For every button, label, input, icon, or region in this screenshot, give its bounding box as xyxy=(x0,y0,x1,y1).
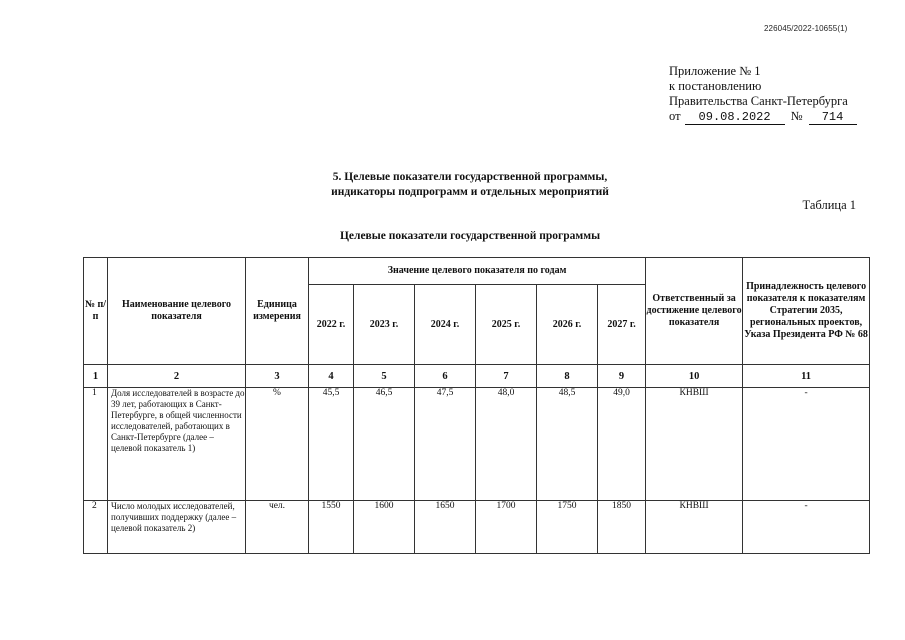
header-year: 2026 г. xyxy=(537,285,598,365)
column-number: 7 xyxy=(476,365,537,388)
value-cell: 1550 xyxy=(309,501,354,554)
value-cell: 46,5 xyxy=(354,388,415,501)
header-year: 2023 г. xyxy=(354,285,415,365)
value-cell: 45,5 xyxy=(309,388,354,501)
header-belonging: Принадлежность целевого показателя к показателям Стратегии 2035, региональных проектов, Указа Президента РФ № 68 xyxy=(743,258,870,365)
section-title-line-2: индикаторы подпрограмм и отдельных мероприятий xyxy=(331,186,609,198)
column-number: 3 xyxy=(246,365,309,388)
column-number: 6 xyxy=(415,365,476,388)
header-year: 2022 г. xyxy=(309,285,354,365)
table-row xyxy=(84,388,870,501)
section-title-line-1: 5. Целевые показатели государственной программы, xyxy=(332,171,608,183)
appendix-line-3: Правительства Санкт-Петербурга xyxy=(669,94,848,108)
header-year: 2024 г. xyxy=(415,285,476,365)
indicator-name: Доля исследователей в возрасте до 39 лет, работающих в Санкт-Петербурге, в общей численности исследователей, работающих в Санкт-Петербурге (далее – целевой показатель 1) xyxy=(108,388,246,501)
header-values-group: Значение целевого показателя по годам xyxy=(309,258,646,285)
value-cell: 1850 xyxy=(598,501,646,554)
indicator-name: Число молодых исследователей, получивших поддержку (далее – целевой показатель 2) xyxy=(108,501,246,554)
indicator-unit: чел. xyxy=(246,501,309,554)
appendix-date-line xyxy=(669,109,857,125)
row-number: 2 xyxy=(84,501,108,554)
number-label: № xyxy=(790,109,803,123)
responsible-cell: КНВШ xyxy=(646,501,743,554)
resolution-number: 714 xyxy=(809,111,857,125)
header-unit: Единица измерения xyxy=(246,258,309,365)
column-number: 4 xyxy=(309,365,354,388)
document-reference-number: 226045/2022-10655(1) xyxy=(764,24,848,33)
belonging-cell: - xyxy=(743,501,870,554)
table-title: Целевые показатели государственной программы xyxy=(339,230,601,242)
value-cell: 47,5 xyxy=(415,388,476,501)
header-row-top xyxy=(84,258,870,285)
column-number: 2 xyxy=(108,365,246,388)
value-cell: 48,0 xyxy=(476,388,537,501)
value-cell: 1600 xyxy=(354,501,415,554)
column-number: 10 xyxy=(646,365,743,388)
column-number: 9 xyxy=(598,365,646,388)
resolution-date: 09.08.2022 xyxy=(685,111,785,125)
indicator-unit: % xyxy=(246,388,309,501)
header-name: Наименование целевого показателя xyxy=(108,258,246,365)
header-responsible: Ответственный за достижение целевого показателя xyxy=(646,258,743,365)
value-cell: 1650 xyxy=(415,501,476,554)
value-cell: 48,5 xyxy=(537,388,598,501)
table-row xyxy=(84,501,870,554)
header-year: 2027 г. xyxy=(598,285,646,365)
belonging-cell: - xyxy=(743,388,870,501)
appendix-block xyxy=(669,64,857,125)
target-indicators-table xyxy=(83,257,870,554)
section-title xyxy=(290,170,650,200)
row-number: 1 xyxy=(84,388,108,501)
appendix-line-1: Приложение № 1 xyxy=(669,64,761,78)
from-label: от xyxy=(669,109,681,123)
column-number-row xyxy=(84,365,870,388)
table-label: Таблица 1 xyxy=(802,198,856,212)
responsible-cell: КНВШ xyxy=(646,388,743,501)
header-year: 2025 г. xyxy=(476,285,537,365)
appendix-line-2: к постановлению xyxy=(669,79,762,93)
column-number: 1 xyxy=(84,365,108,388)
value-cell: 1750 xyxy=(537,501,598,554)
column-number: 8 xyxy=(537,365,598,388)
value-cell: 1700 xyxy=(476,501,537,554)
header-num: № п/п xyxy=(84,258,108,365)
column-number: 11 xyxy=(743,365,870,388)
value-cell: 49,0 xyxy=(598,388,646,501)
column-number: 5 xyxy=(354,365,415,388)
